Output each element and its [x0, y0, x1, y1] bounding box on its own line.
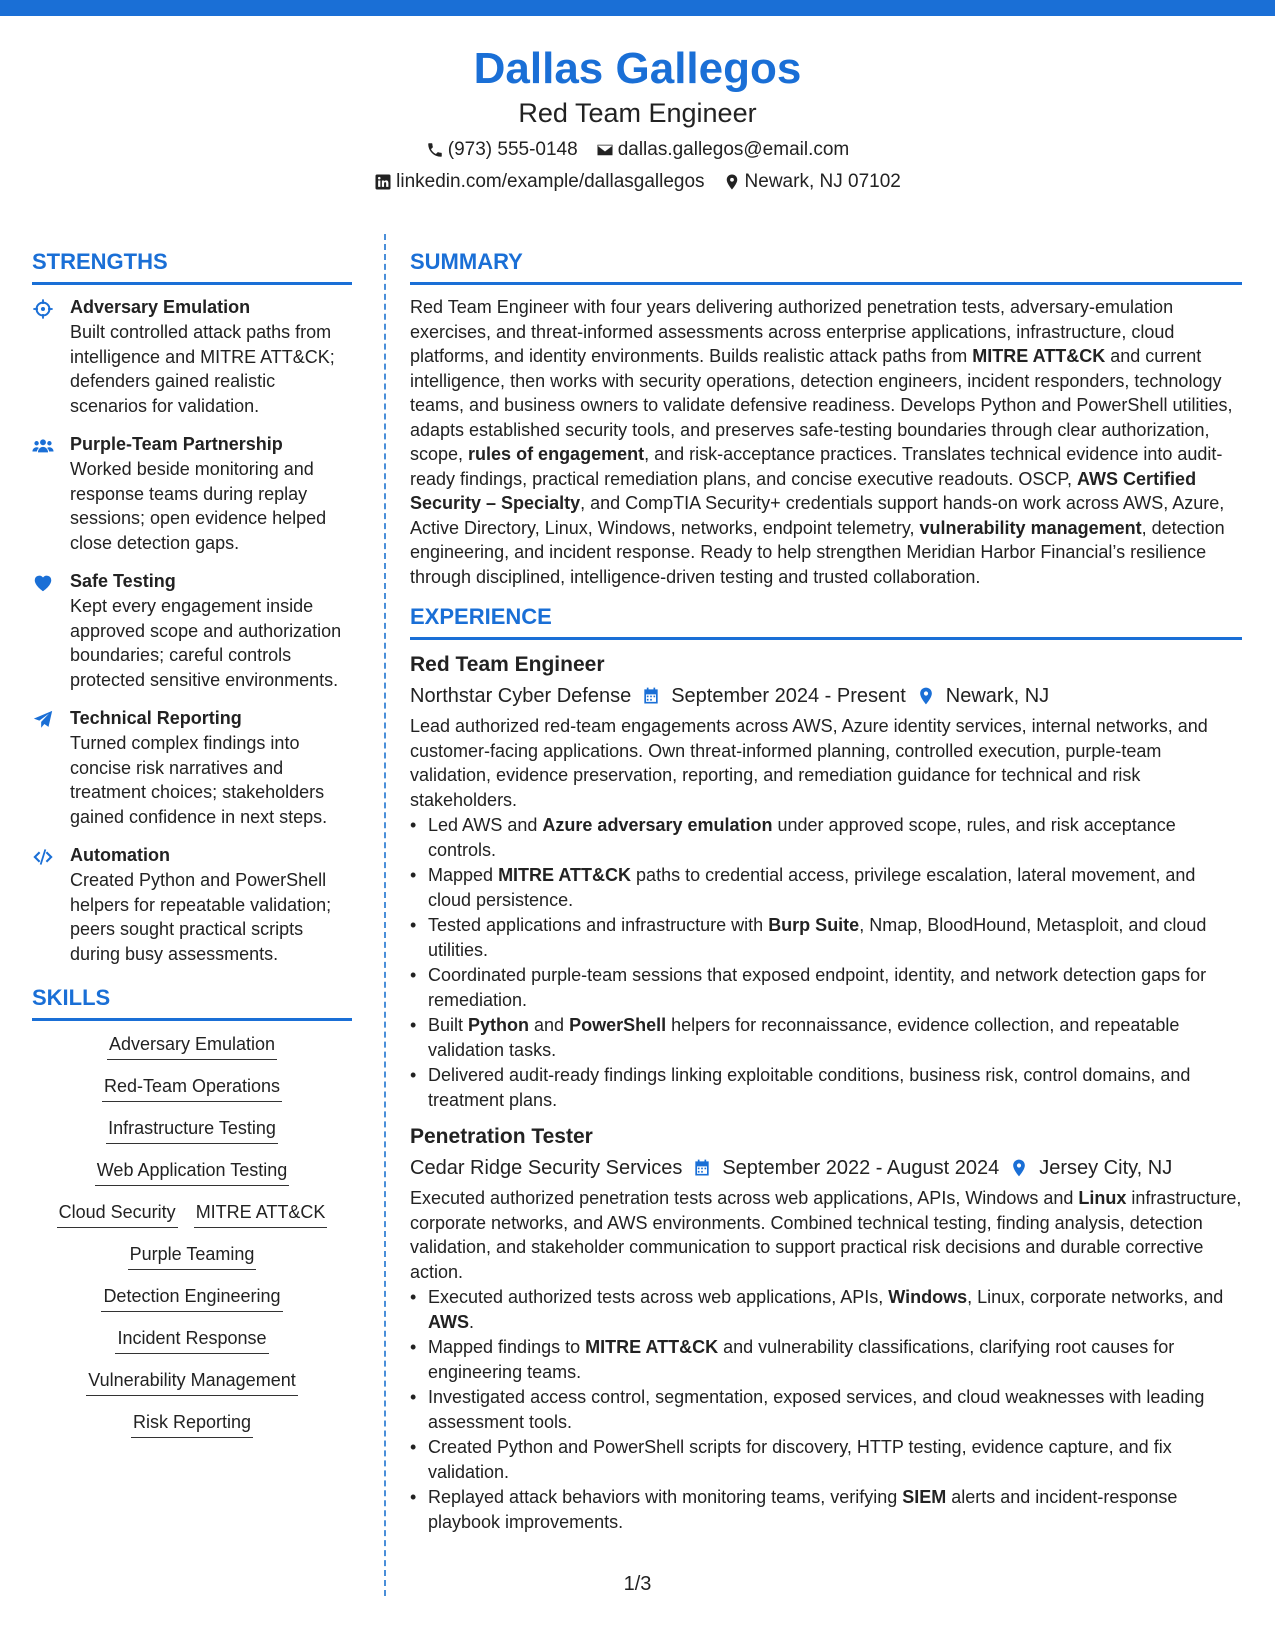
- bullet-item: • Mapped findings to MITRE ATT&CK and vulnerability classifications, clarifying root causes for engineering teams.: [410, 1335, 1242, 1384]
- summary-heading: SUMMARY: [410, 246, 1242, 285]
- contact-phone[interactable]: [426, 136, 578, 164]
- job-location: Jersey City, NJ: [1039, 1157, 1173, 1179]
- envelope-icon: [596, 141, 614, 159]
- page-number: 1/3: [623, 1573, 652, 1595]
- location-text: Newark, NJ 07102: [744, 171, 901, 192]
- skills-list: [32, 1031, 352, 1438]
- heart-icon: [32, 572, 54, 594]
- paper-plane-icon: [32, 709, 54, 731]
- bullet-item: • Tested applications and infrastructure with Burp Suite, Nmap, BloodHound, Metasploit, and cloud utilities.: [410, 913, 1242, 962]
- strength-desc: Kept every engagement inside approved scope and authorization boundaries; careful controls protected sensitive environments.: [70, 596, 342, 690]
- skill-tag: Detection Engineering: [101, 1283, 282, 1312]
- contact-linkedin[interactable]: [374, 168, 704, 196]
- experience-heading: EXPERIENCE: [410, 601, 1242, 640]
- bullet-item: • Built Python and PowerShell helpers for reconnaissance, evidence collection, and repeatable validation tasks.: [410, 1013, 1242, 1062]
- map-pin-icon: [916, 686, 936, 706]
- skill-tag: Incident Response: [115, 1325, 268, 1354]
- strength-desc: Built controlled attack paths from intelligence and MITRE ATT&CK; defenders gained realistic scenarios for validation.: [70, 322, 335, 416]
- skill-tag: Web Application Testing: [95, 1157, 289, 1186]
- skill-tag: Risk Reporting: [131, 1409, 253, 1438]
- candidate-title: Red Team Engineer: [518, 98, 757, 128]
- job-description: Executed authorized penetration tests across web applications, APIs, Windows and Linux infrastructure, corporate networks, and AWS environments. Combined technical testing, finding analysis, detection validation, and stakeholder communication to support practical risk decisions and durable corrective action.: [410, 1188, 1242, 1282]
- strength-title: Adversary Emulation: [70, 297, 251, 317]
- skill-tag: Cloud Security: [57, 1199, 178, 1228]
- strength-title: Technical Reporting: [70, 708, 242, 728]
- job-dates: September 2024 - Present: [671, 685, 906, 707]
- bullet-item: • Executed authorized tests across web applications, APIs, Windows, Linux, corporate networks, and AWS.: [410, 1285, 1242, 1334]
- bullet-item: • Replayed attack behaviors with monitoring teams, verifying SIEM alerts and incident-response playbook improvements.: [410, 1485, 1242, 1534]
- column-divider: [384, 234, 386, 1596]
- linkedin-text: linkedin.com/example/dallasgallegos: [396, 171, 705, 192]
- contact-email[interactable]: [596, 136, 850, 164]
- contact-location: [723, 168, 901, 196]
- strength-desc: Created Python and PowerShell helpers for repeatable validation; peers sought practical scripts during busy assessments.: [70, 870, 332, 964]
- job-dates: September 2022 - August 2024: [722, 1157, 1000, 1179]
- bullet-item: • Investigated access control, segmentation, exposed services, and cloud weaknesses with leading assessment tools.: [410, 1385, 1242, 1434]
- strength-item: [32, 843, 352, 966]
- phone-text: (973) 555-0148: [447, 139, 578, 160]
- strength-item: [32, 432, 352, 555]
- contact-row-1: [0, 136, 1275, 164]
- strength-title: Automation: [70, 845, 170, 865]
- strength-desc: Worked beside monitoring and response teams during replay sessions; open evidence helped close detection gaps.: [70, 459, 327, 553]
- crosshair-icon: [32, 298, 54, 320]
- job-meta: [410, 1152, 1242, 1184]
- job-location: Newark, NJ: [945, 685, 1050, 707]
- skill-tag: Adversary Emulation: [107, 1031, 277, 1060]
- job-entry: [410, 1122, 1242, 1534]
- strength-title: Purple-Team Partnership: [70, 434, 283, 454]
- skill-tag: Infrastructure Testing: [106, 1115, 278, 1144]
- job-description: Lead authorized red-team engagements across AWS, Azure identity services, internal networks, and customer-facing applications. Own threat-informed planning, controlled execution, purple-team validation, evidence preservation, reporting, and remediation guidance for technical and risk stakeholders.: [410, 716, 1208, 810]
- calendar-icon: [692, 1158, 712, 1178]
- bullet-item: • Coordinated purple-team sessions that exposed endpoint, identity, and network detection gaps for remediation.: [410, 963, 1242, 1012]
- skills-heading: SKILLS: [32, 982, 352, 1021]
- job-title: Penetration Tester: [410, 1125, 593, 1148]
- strength-item: [32, 706, 352, 829]
- bullet-item: • Delivered audit-ready findings linking exploitable conditions, business risk, control domains, and treatment plans.: [410, 1063, 1242, 1112]
- skill-tag: Vulnerability Management: [86, 1367, 297, 1396]
- skill-tag: MITRE ATT&CK: [194, 1199, 328, 1228]
- strengths-heading: STRENGTHS: [32, 246, 352, 285]
- skill-tag: Red-Team Operations: [102, 1073, 282, 1102]
- map-pin-icon: [1009, 1158, 1029, 1178]
- resume-header: [0, 42, 1275, 196]
- bullet-item: • Led AWS and Azure adversary emulation under approved scope, rules, and risk acceptance controls.: [410, 813, 1242, 862]
- bullet-item: • Mapped MITRE ATT&CK paths to credential access, privilege escalation, lateral movement, and cloud persistence.: [410, 863, 1242, 912]
- job-entry: [410, 650, 1242, 1112]
- skill-tag: Purple Teaming: [128, 1241, 257, 1270]
- job-bullets: [410, 813, 1242, 1112]
- job-title: Red Team Engineer: [410, 653, 605, 676]
- company-name: Cedar Ridge Security Services: [410, 1157, 683, 1179]
- map-pin-icon: [723, 173, 741, 191]
- summary-text: Red Team Engineer with four years delivering authorized penetration tests, adversary-emulation exercises, and threat-informed assessments across enterprise applications, infrastructure, cloud platforms, and identity environments. Builds realistic attack paths from MITRE ATT&CK and current intelligence, then works with security operations, detection engineers, incident responders, technology teams, and business owners to validate defensive readiness. Develops Python and PowerShell utilities, adapts established security tools, and preserves safe-testing boundaries through clear authorization, scope, rules of engagement, and risk-acceptance practices. Translates technical evidence into audit-ready findings, practical remediation plans, and concise executive readouts. OSCP, AWS Certified Security – Specialty, and CompTIA Security+ credentials support hands-on work across AWS, Azure, Active Directory, Linux, Windows, networks, endpoint telemetry, vulnerability management, detection engineering, and incident response. Ready to help strengthen Meridian Harbor Financial’s resilience through disciplined, intelligence-driven testing and trusted collaboration.: [410, 297, 1233, 587]
- strength-item: [32, 295, 352, 418]
- contact-row-2: [0, 168, 1275, 196]
- strength-desc: Turned complex findings into concise risk narratives and treatment choices; stakeholders gained confidence in next steps.: [70, 733, 328, 827]
- calendar-icon: [641, 686, 661, 706]
- strength-title: Safe Testing: [70, 571, 176, 591]
- bullet-item: • Created Python and PowerShell scripts for discovery, HTTP testing, evidence capture, and fix validation.: [410, 1435, 1242, 1484]
- linkedin-icon: [374, 173, 392, 191]
- users-icon: [32, 435, 54, 457]
- phone-icon: [426, 141, 444, 159]
- strength-item: [32, 569, 352, 692]
- job-meta: [410, 680, 1242, 712]
- code-icon: [32, 846, 54, 868]
- left-column: [32, 246, 352, 1451]
- job-bullets: [410, 1285, 1242, 1534]
- candidate-name: Dallas Gallegos: [473, 44, 802, 93]
- right-column: [410, 246, 1242, 1544]
- email-text: dallas.gallegos@email.com: [617, 139, 850, 160]
- company-name: Northstar Cyber Defense: [410, 685, 632, 707]
- top-accent-bar: [0, 0, 1275, 16]
